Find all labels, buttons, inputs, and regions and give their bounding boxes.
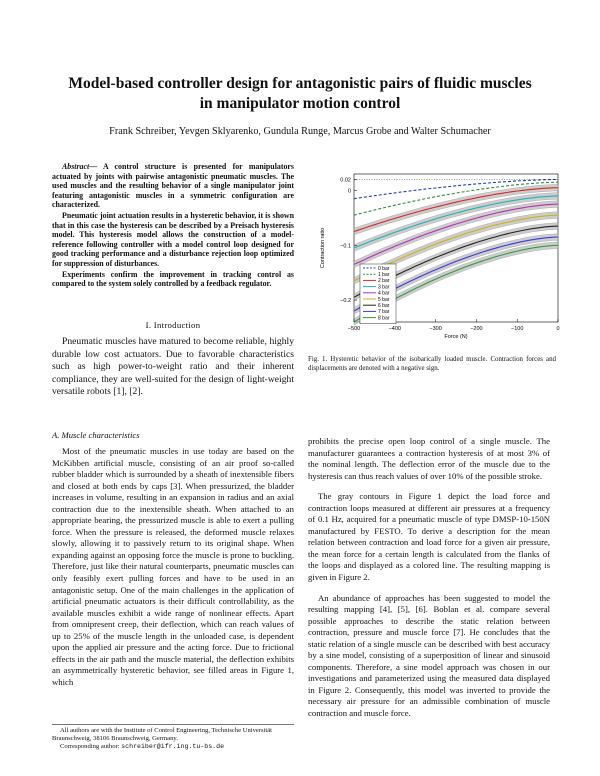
x-tick-label: 0: [556, 326, 560, 332]
y-tick-label: 0: [347, 188, 351, 195]
legend-label: 4 bar: [378, 290, 390, 297]
y-tick-label: 0.02: [340, 177, 351, 184]
x-axis-label: Force (N): [444, 334, 468, 340]
legend-label: 5 bar: [378, 296, 390, 303]
x-tick-label: −300: [429, 326, 442, 332]
legend-label: 2 bar: [378, 278, 390, 285]
footnote-affiliation: All authors are with the Institute of Control Engineering, Technische Universität Braunschweig, 38106 Braunschweig, Germany.: [52, 727, 273, 743]
abstract-paragraph-2: Pneumatic joint actuation results in a hysteretic behavior, it is shown that in this case the hysteresis can be described by a Preisach hysteresis model. This hysteresis model allows the construction of a model-reference following controller with a model control loop designed for good tracking performance and a disturbance rejection loop optimized for suppression of disturbances.: [52, 210, 294, 268]
x-tick-label: −400: [388, 326, 401, 332]
legend-label: 8 bar: [378, 315, 390, 322]
footnote-corresponding: [52, 743, 294, 751]
section-heading-introduction: I. Introduction: [145, 320, 201, 330]
left-body-text: [52, 446, 294, 688]
footnote: [52, 724, 294, 752]
right-paragraph-3: An abundance of approaches has been suggested to model the resulting mapping [4], [5], [6]. Boblan et al. compare several possible approaches to describe the static relation between contraction, pressure and muscle force [7]. He concludes that the static relation of a single muscle can be described with best accuracy by a sine model, consisting of a superposition of linear and sinusoid components. Therefore, a sine model approach was chosen in our investigations and parameterized using the measured data displayed in Figure 2. Consequently, this model was inverted to provide the necessary air pressure for an admissible combination of muscle contraction and muscle force.: [308, 592, 550, 719]
x-tick-label: −100: [511, 326, 524, 332]
y-tick-label: −0.2: [340, 298, 351, 305]
legend: [360, 264, 396, 324]
author-email-link[interactable]: schreiber@ifr.ing.tu-bs.de: [121, 743, 225, 751]
footnote-corresponding-label: Corresponding author:: [60, 743, 122, 751]
title-line-2: in manipulator motion control: [199, 95, 401, 112]
legend-label: 1 bar: [378, 272, 390, 278]
subsection-heading: A. Muscle characteristics: [52, 430, 140, 440]
right-paragraph-2: The gray contours in Figure 1 depict the load force and contraction loops measured at different air pressures at a frequency of 0.1 Hz, acquired for a pneumatic muscle of type DMSP-10-150N manufactured by FESTO. To derive a description for the mean relation between contraction and load force for a given air pressure, the mean force for a certain length is calculated from the flanks of the loops and displayed as a colored line. The resulting mapping is given in Figure 2.: [308, 491, 550, 583]
legend-label: 3 bar: [378, 284, 390, 291]
y-tick-label: −0.1: [340, 243, 351, 250]
intro-paragraph-block: [52, 336, 294, 399]
abstract-paragraph-3: Experiments confirm the improvement in tracking control as compared to the system solely controlled by a feedback regulator.: [52, 269, 294, 289]
legend-label: 7 bar: [378, 309, 390, 316]
author-list: Frank Schreiber, Yevgen Sklyarenko, Gundula Runge, Marcus Grobe and Walter Schumacher: [109, 126, 491, 137]
paper-title: [40, 74, 560, 114]
abstract: [52, 162, 294, 290]
figure-1: [306, 164, 570, 340]
muscle-characteristics-paragraph: Most of the pneumatic muscles in use today are based on the McKibben artificial muscle, consisting of an air proof so-called rubber bladder which is surrounded by a sheath of inextensible fibers and closed at both ends by caps [3]. When pressurized, the bladder increases in volume, resulting in an expansion in radius and an axial contraction due to the inextensible sheath. When attached to an appropriate bearing, the pressurized muscle is able to exert a pulling force. When the pressure is released, the deformed muscle relaxes slowly, allowing it to passively return to its original shape. When expanding against an opposing force the muscle is prone to buckling. Therefore, just like their natural counterparts, pneumatic muscles can only feasibly exert pulling forces and have to be used in an antagonistic setup. One of the main challenges in the application of artificial pneumatic actuators is their difficult controllability, as the available muscles exhibit a wide range of nonlinear effects. Apart from omnipresent creep, their deflection, which can reach values of up to 25% of the muscle length in the unloaded case, is dependent upon the applied air pressure and the acting force. Due to frictional effects in the air path and the muscle material, the deflection exhibits an asymmetrically hysteretic behavior, see filled areas in Figure 1, which: [52, 446, 294, 687]
legend-label: 0 bar: [378, 265, 390, 272]
right-body-text: [308, 436, 550, 720]
x-tick-label: −500: [347, 326, 361, 332]
right-paragraph-1: prohibits the precise open loop control of a single muscle. The manufacturer guarantees a contraction hysteresis of at most 3% of the nominal length. The deflection error of the muscle due to the hysteresis can thus reach values of over 10% of the possible stroke.: [308, 436, 550, 481]
abstract-lead: Abstract: [62, 162, 90, 171]
x-tick-label: −200: [470, 326, 483, 332]
title-line-1: Model-based controller design for antagonistic pairs of fluidic muscles: [68, 75, 532, 92]
abstract-paragraph-1: Abstract— A control structure is presented for manipulators actuated by joints with pairwise antagonistic pneumatic muscles. The used muscles and the resulting behavior of a single manipulator joint featuring antagonistic muscles in a symmetric configuration are characterized.: [52, 162, 294, 210]
figure-caption: Fig. 1. Hysteretic behavior of the isobarically loaded muscle. Contraction forces and displacements are denoted with a negative sign.: [308, 356, 556, 372]
intro-paragraph: Pneumatic muscles have matured to become reliable, highly durable low cost actuators. Due to favorable characteristics such as high power-to-weight ratio and their inherent compliance, they are well-suited for the design of light-weight versatile robots [1], [2].: [52, 336, 294, 398]
abstract-text-1: A control structure is presented for manipulators actuated by joints with pairwise antagonistic pneumatic muscles. The used muscles and the resulting behavior of a single manipulator joint featuring antagonistic muscles in a symmetric configuration are characterized.: [52, 162, 294, 210]
y-axis-label: Contraction ratio: [320, 227, 326, 269]
hysteresis-chart: [306, 164, 570, 340]
legend-label: 6 bar: [378, 303, 390, 309]
